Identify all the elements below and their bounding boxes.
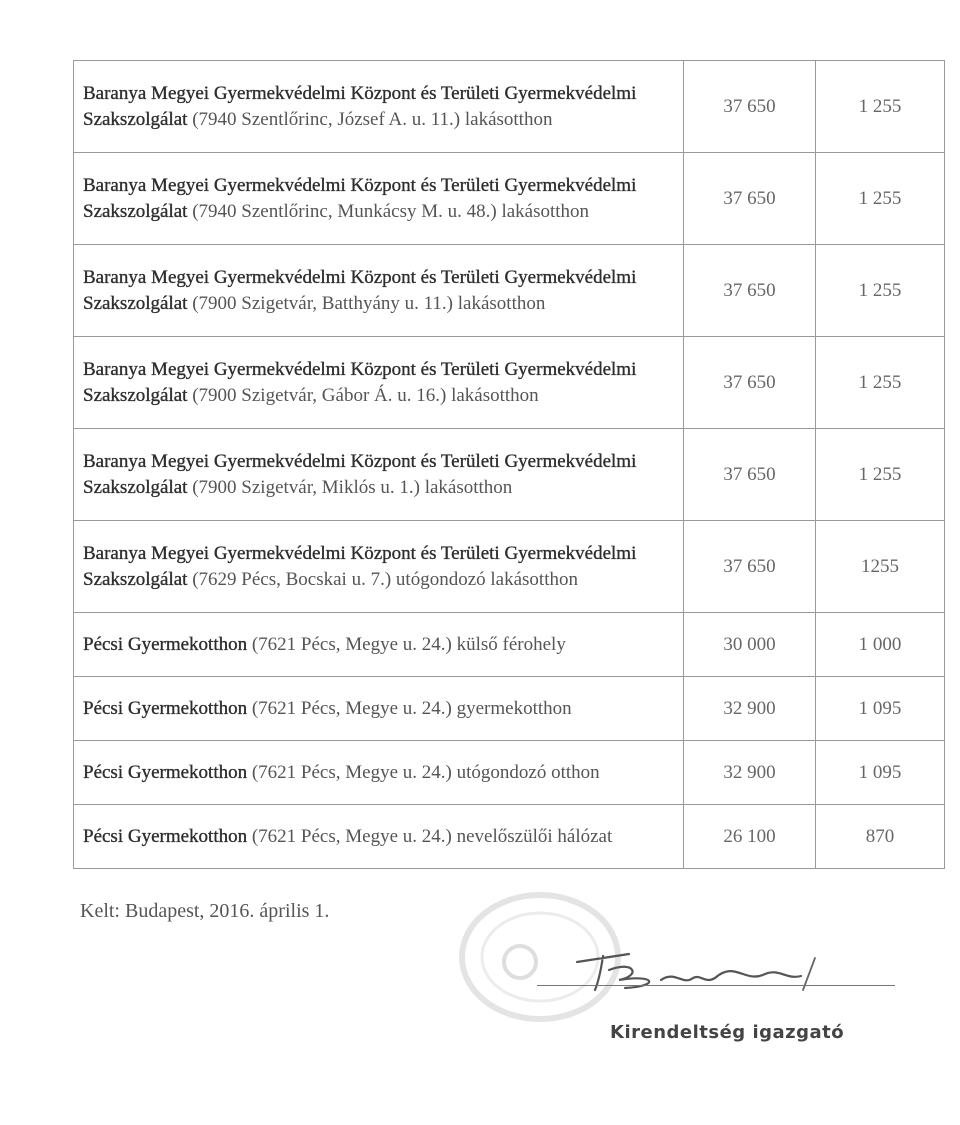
- value-cell-1: 37 650: [684, 61, 816, 153]
- table-row: [74, 613, 945, 677]
- value-cell-2: 1 095: [816, 741, 945, 805]
- institution-cell: [74, 153, 684, 245]
- institution-cell: [74, 245, 684, 337]
- value-cell-1: 26 100: [684, 805, 816, 869]
- signature-line: [537, 985, 895, 986]
- table-row: [74, 337, 945, 429]
- institution-address: (7900 Szigetvár, Batthyány u. 11.) lakásotthon: [187, 292, 546, 314]
- institution-cell: [74, 521, 684, 613]
- value-cell-2: 1 000: [816, 613, 945, 677]
- institution-cell: [74, 613, 684, 677]
- institution-address: (7621 Pécs, Megye u. 24.) külső férohely: [247, 633, 566, 655]
- table-row: [74, 61, 945, 153]
- value-cell-2: 1 255: [816, 337, 945, 429]
- signatory-title: Kirendeltség igazgató: [610, 1022, 845, 1043]
- value-cell-2: 1 255: [816, 61, 945, 153]
- institution-address: (7621 Pécs, Megye u. 24.) nevelőszülői hálózat: [247, 825, 613, 847]
- value-cell-2: 1 255: [816, 153, 945, 245]
- table-row: [74, 153, 945, 245]
- value-cell-2: 1 255: [816, 429, 945, 521]
- institution-name: Baranya Megyei Gyermekvédelmi Központ és Területi Gyermekvédelmi Szakszolgálat: [83, 266, 637, 314]
- value-cell-1: 37 650: [684, 153, 816, 245]
- table-row: [74, 429, 945, 521]
- value-cell-2: 1 095: [816, 677, 945, 741]
- date-place-line: Kelt: Budapest, 2016. április 1.: [80, 900, 330, 922]
- table-row: [74, 677, 945, 741]
- institution-name: Baranya Megyei Gyermekvédelmi Központ és Területi Gyermekvédelmi Szakszolgálat: [83, 358, 637, 406]
- value-cell-1: 30 000: [684, 613, 816, 677]
- fee-table-body: [74, 61, 945, 869]
- institution-address: (7629 Pécs, Bocskai u. 7.) utógondozó lakásotthon: [187, 568, 578, 590]
- institution-address: (7940 Szentlőrinc, Munkácsy M. u. 48.) lakásotthon: [187, 200, 590, 222]
- value-cell-1: 32 900: [684, 677, 816, 741]
- value-cell-1: 37 650: [684, 429, 816, 521]
- institution-name: Baranya Megyei Gyermekvédelmi Központ és Területi Gyermekvédelmi Szakszolgálat: [83, 450, 637, 498]
- institution-cell: [74, 741, 684, 805]
- institution-cell: [74, 677, 684, 741]
- institution-address: (7900 Szigetvár, Miklós u. 1.) lakásotthon: [187, 476, 513, 498]
- institution-name: Baranya Megyei Gyermekvédelmi Központ és Területi Gyermekvédelmi Szakszolgálat: [83, 82, 637, 130]
- fee-table: [73, 60, 945, 869]
- value-cell-1: 37 650: [684, 245, 816, 337]
- value-cell-2: 1 255: [816, 245, 945, 337]
- institution-address: (7940 Szentlőrinc, József A. u. 11.) lakásotthon: [187, 108, 553, 130]
- table-row: [74, 245, 945, 337]
- table-row: [74, 741, 945, 805]
- value-cell-1: 37 650: [684, 337, 816, 429]
- table-row: [74, 521, 945, 613]
- institution-name: Baranya Megyei Gyermekvédelmi Központ és Területi Gyermekvédelmi Szakszolgálat: [83, 174, 637, 222]
- institution-address: (7621 Pécs, Megye u. 24.) utógondozó otthon: [247, 761, 600, 783]
- institution-cell: [74, 61, 684, 153]
- value-cell-2: 1255: [816, 521, 945, 613]
- institution-name: Pécsi Gyermekotthon: [83, 761, 248, 783]
- institution-cell: [74, 337, 684, 429]
- value-cell-1: 32 900: [684, 741, 816, 805]
- institution-cell: [74, 429, 684, 521]
- institution-name: Baranya Megyei Gyermekvédelmi Központ és Területi Gyermekvédelmi Szakszolgálat: [83, 542, 637, 590]
- institution-address: (7900 Szigetvár, Gábor Á. u. 16.) lakásotthon: [187, 384, 539, 406]
- handwritten-signature: [565, 940, 865, 1000]
- institution-name: Pécsi Gyermekotthon: [83, 825, 248, 847]
- institution-name: Pécsi Gyermekotthon: [83, 697, 248, 719]
- institution-address: (7621 Pécs, Megye u. 24.) gyermekotthon: [247, 697, 572, 719]
- table-row: [74, 805, 945, 869]
- value-cell-2: 870: [816, 805, 945, 869]
- institution-cell: [74, 805, 684, 869]
- value-cell-1: 37 650: [684, 521, 816, 613]
- institution-name: Pécsi Gyermekotthon: [83, 633, 248, 655]
